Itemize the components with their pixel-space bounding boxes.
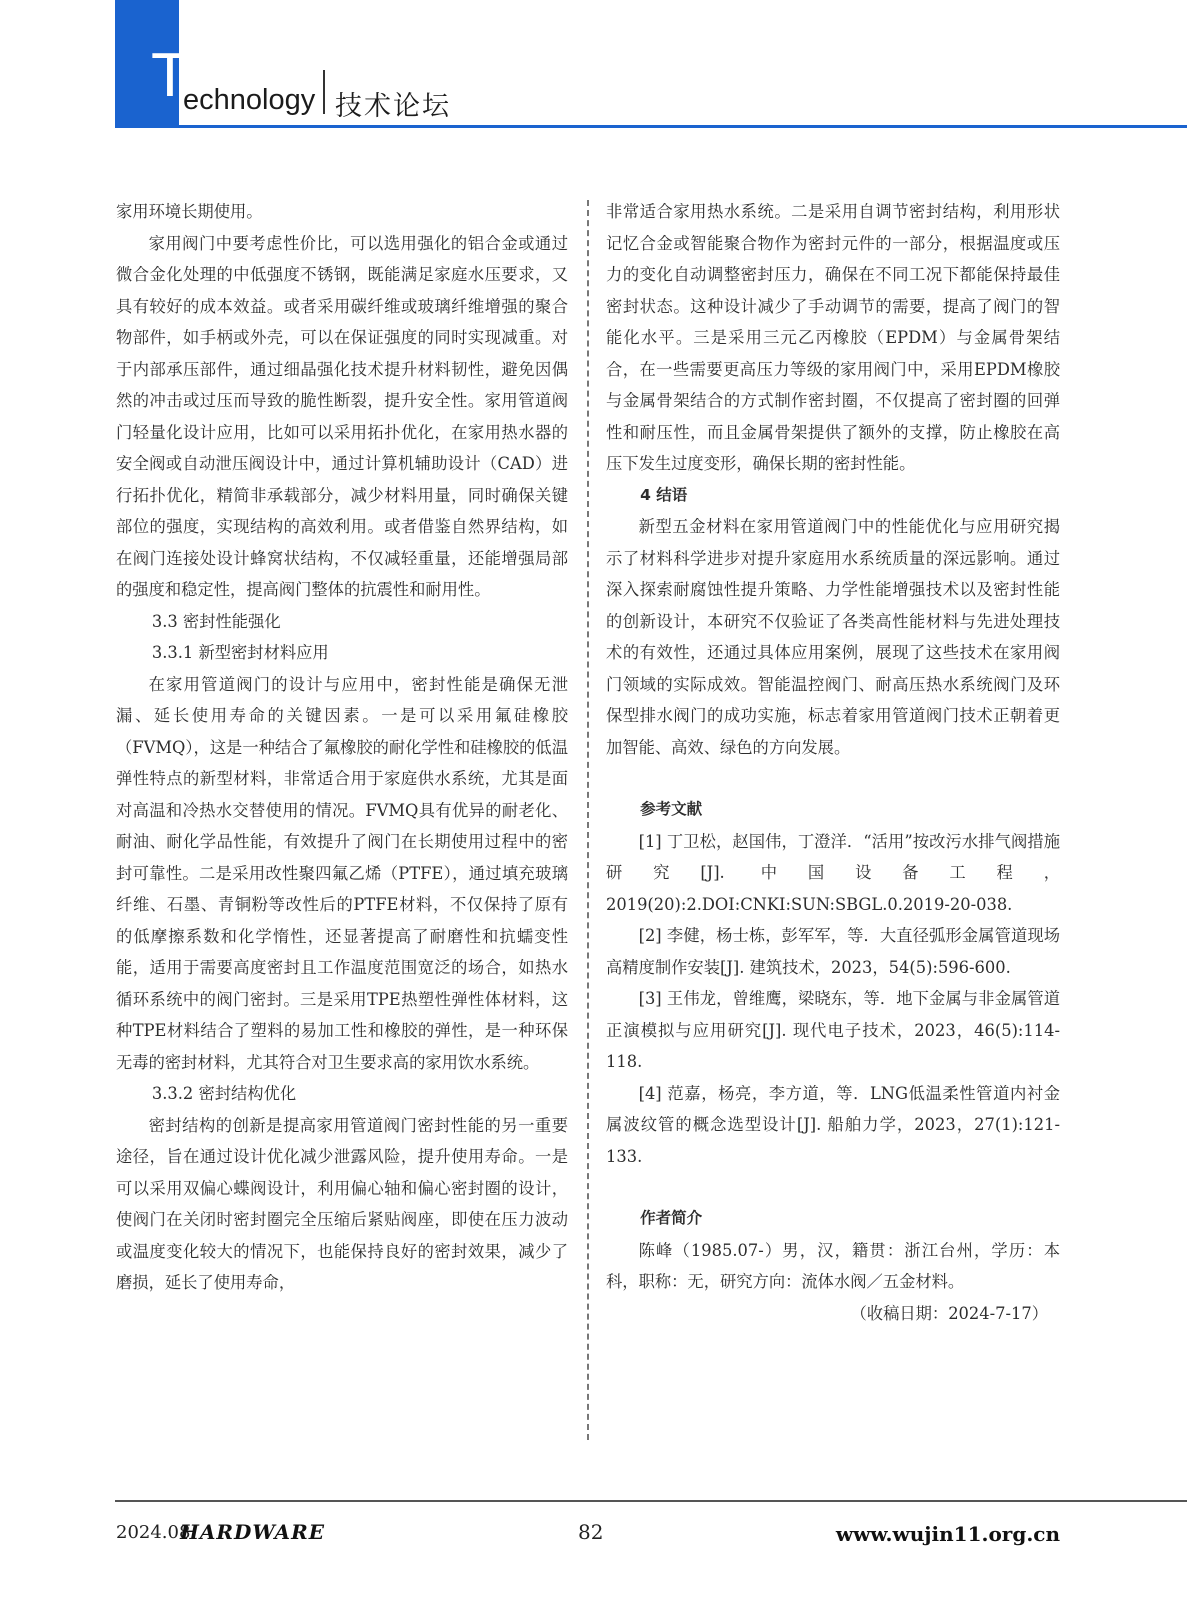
spacer [606, 1172, 1060, 1203]
footer-rule [115, 1500, 1187, 1502]
header-technology-word: echnology [183, 84, 316, 116]
paragraph: 非常适合家用热水系统。二是采用自调节密封结构，利用形状记忆合金或智能聚合物作为密封元件的一部分，根据温度或压力的变化自动调整密封压力，确保在不同工况下都能保持最佳密封状态。这种设计减少了手动调节的需要，提高了阀门的智能化水平。三是采用三元乙丙橡胶（EPDM）与金属骨架结合，在一些需要更高压力等级的家用阀门中，采用EPDM橡胶与金属骨架结合的方式制作密封圈，不仅提高了密封圈的回弹性和耐压性，而且金属骨架提供了额外的支撑，防止橡胶在高压下发生过度变形，确保长期的密封性能。 [606, 202, 1060, 473]
header-big-letter: T [151, 41, 189, 110]
paragraph: [1] 丁卫松，赵国伟，丁澄洋．“活用”按改污水排气阀措施研究[J]. 中国设备工程，2019(20):2.DOI:CNKI:SUN:SBGL.0.2019-20-038. [606, 831, 1060, 914]
section-heading: 参考文献 [640, 800, 703, 818]
section-heading: 3.3 密封性能强化 [151, 611, 281, 631]
footer-page-number: 82 [578, 1520, 604, 1544]
left-column [116, 196, 568, 1299]
paragraph: 陈峰（1985.07-）男，汉，籍贯：浙江台州，学历：本科，职称：无，研究方向：流体水阀／五金材料。 [606, 1240, 1060, 1291]
right-column [606, 196, 1060, 1329]
spacer [606, 763, 1060, 794]
received-date: （收稿日期：2024-7-17） [850, 1303, 1048, 1323]
section-heading: 4 结语 [640, 485, 688, 504]
column-divider [587, 200, 589, 1440]
paragraph: [3] 王伟龙，曾维鹰，梁晓东，等．地下金属与非金属管道正演模拟与应用研究[J]. 现代电子技术，2023，46(5):114-118. [606, 989, 1060, 1071]
paragraph: 密封结构的创新是提高家用管道阀门密封性能的另一重要途径，旨在通过设计优化减少泄露风险，提升使用寿命。一是可以采用双偏心蝶阀设计，利用偏心轴和偏心密封圈的设计，使阀门在关闭时密封圈完全压缩后紧贴阀座，即使在压力波动或温度变化较大的情况下，也能保持良好的密封效果，减少了磨损，延长了使用寿命， [116, 1115, 568, 1292]
paragraph: 家用环境长期使用。 [116, 202, 263, 221]
paragraph: [2] 李健，杨士栋，彭军军，等．大直径弧形金属管道现场高精度制作安装[J]. 建筑技术，2023，54(5):596-600. [606, 926, 1060, 977]
section-heading: 3.3.2 密封结构优化 [151, 1084, 297, 1103]
footer-issue-date: 2024.08 [116, 1522, 191, 1543]
section-heading: 3.3.1 新型密封材料应用 [151, 643, 329, 662]
footer-website: www.wujin11.org.cn [835, 1522, 1060, 1546]
section-heading: 作者简介 [640, 1209, 703, 1227]
paragraph: 新型五金材料在家用管道阀门中的性能优化与应用研究揭示了材料科学进步对提升家庭用水系统质量的深远影响。通过深入探索耐腐蚀性提升策略、力学性能增强技术以及密封性能的创新设计，本研究不仅验证了各类高性能材料与先进处理技术的有效性，还通过具体应用案例，展现了这些技术在家用阀门领域的实际成效。智能温控阀门、耐高压热水系统阀门及环保型排水阀门的成功实施，标志着家用管道阀门技术正朝着更加智能、高效、绿色的方向发展。 [606, 517, 1060, 757]
header-section-title: 技术论坛 [335, 91, 451, 122]
footer-magazine-title: HARDWARE [180, 1520, 325, 1544]
paragraph: 在家用管道阀门的设计与应用中，密封性能是确保无泄漏、延长使用寿命的关键因素。一是可以采用氟硅橡胶（FVMQ），这是一种结合了氟橡胶的耐化学性和硅橡胶的低温弹性特点的新型材料，非常适合用于家庭供水系统，尤其是面对高温和冷热水交替使用的情况。FVMQ具有优异的耐老化、耐油、耐化学品性能，有效提升了阀门在长期使用过程中的密封可靠性。二是采用改性聚四氟乙烯（PTFE），通过填充玻璃纤维、石墨、青铜粉等改性后的PTFE材料，不仅保持了原有的低摩擦系数和化学惰性，还显著提高了耐磨性和抗蠕变性能，适用于需要高度密封且工作温度范围宽泛的场合，如热水循环系统中的阀门密封。三是采用TPE热塑性弹性体材料，这种TPE材料结合了塑料的易加工性和橡胶的弹性，是一种环保无毒的密封材料，尤其符合对卫生要求高的家用饮水系统。 [116, 674, 568, 1072]
paragraph: 家用阀门中要考虑性价比，可以选用强化的铝合金或通过微合金化处理的中低强度不锈钢，既能满足家庭水压要求，又具有较好的成本效益。或者采用碳纤维或玻璃纤维增强的聚合物部件，如手柄或外壳，可以在保证强度的同时实现减重。对于内部承压部件，通过细晶强化技术提升材料韧性，避免因偶然的冲击或过压而导致的脆性断裂，提升安全性。家用管道阀门轻量化设计应用，比如可以采用拓扑优化，在家用热水器的安全阀或自动泄压阀设计中，通过计算机辅助设计（CAD）进行拓扑优化，精简非承载部分，减少材料用量，同时确保关键部位的强度，实现结构的高效利用。或者借鉴自然界结构，如在阀门连接处设计蜂窝状结构，不仅减轻重量，还能增强局部的强度和稳定性，提高阀门整体的抗震性和耐用性。 [116, 233, 568, 599]
header-rule [115, 125, 1187, 128]
header-separator [323, 70, 325, 114]
paragraph: [4] 范嘉，杨亮，李方道，等．LNG低温柔性管道内衬金属波纹管的概念选型设计[J]. 船舶力学，2023，27(1):121-133. [606, 1083, 1060, 1166]
